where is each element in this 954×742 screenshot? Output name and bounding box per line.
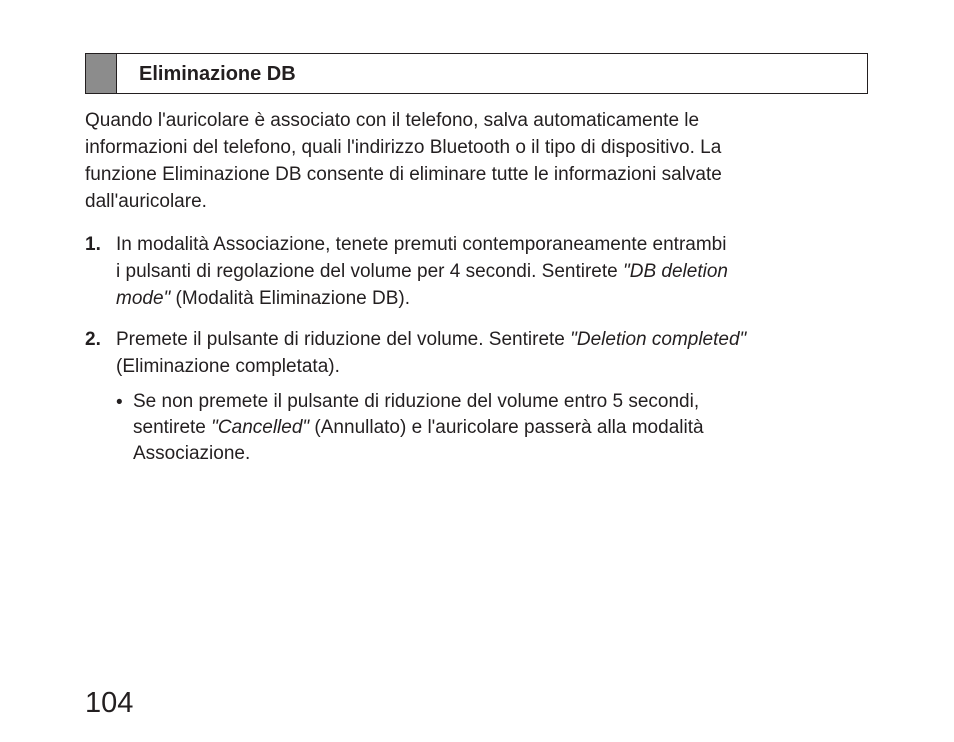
intro-paragraph	[85, 107, 722, 215]
step-quote: mode"	[116, 288, 171, 309]
note-text: sentirete	[133, 417, 212, 438]
step-text: (Modalità Eliminazione DB).	[170, 288, 410, 309]
step-line	[116, 326, 746, 353]
intro-line: Quando l'auricolare è associato con il telefono, salva automaticamente le	[85, 110, 700, 131]
step-quote: "Deletion completed"	[570, 329, 747, 350]
note-text: (Annullato) e l'auricolare passerà alla modalità	[309, 417, 704, 438]
note-body	[133, 389, 704, 467]
step-body	[116, 326, 746, 380]
step-body	[116, 231, 728, 312]
note-quote: "Cancelled"	[211, 417, 310, 438]
note-line: Se non premete il pulsante di riduzione del volume entro 5 secondi,	[133, 391, 700, 412]
note-line	[133, 415, 704, 441]
section-header	[85, 53, 868, 94]
step-quote: "DB deletion	[622, 261, 728, 282]
note-line: Associazione.	[133, 443, 251, 464]
step-line	[116, 285, 728, 312]
step-text: Premete il pulsante di riduzione del volume. Sentirete	[116, 329, 571, 350]
bullet-icon: •	[116, 392, 123, 413]
section-header-tab	[86, 54, 117, 93]
step-number: 2.	[85, 329, 101, 350]
page-number: 104	[85, 687, 134, 719]
section-title: Eliminazione DB	[139, 63, 296, 85]
step-text: i pulsanti di regolazione del volume per 4 secondi. Sentirete	[116, 261, 623, 282]
intro-line: funzione Eliminazione DB consente di eliminare tutte le informazioni salvate	[85, 164, 722, 185]
intro-line: dall'auricolare.	[85, 191, 207, 212]
intro-line: informazioni del telefono, quali l'indirizzo Bluetooth o il tipo di dispositivo. La	[85, 137, 722, 158]
step-line: (Eliminazione completata).	[116, 356, 340, 377]
step-line	[116, 258, 728, 285]
step-line: In modalità Associazione, tenete premuti contemporaneamente entrambi	[116, 234, 727, 255]
step-number: 1.	[85, 234, 101, 255]
